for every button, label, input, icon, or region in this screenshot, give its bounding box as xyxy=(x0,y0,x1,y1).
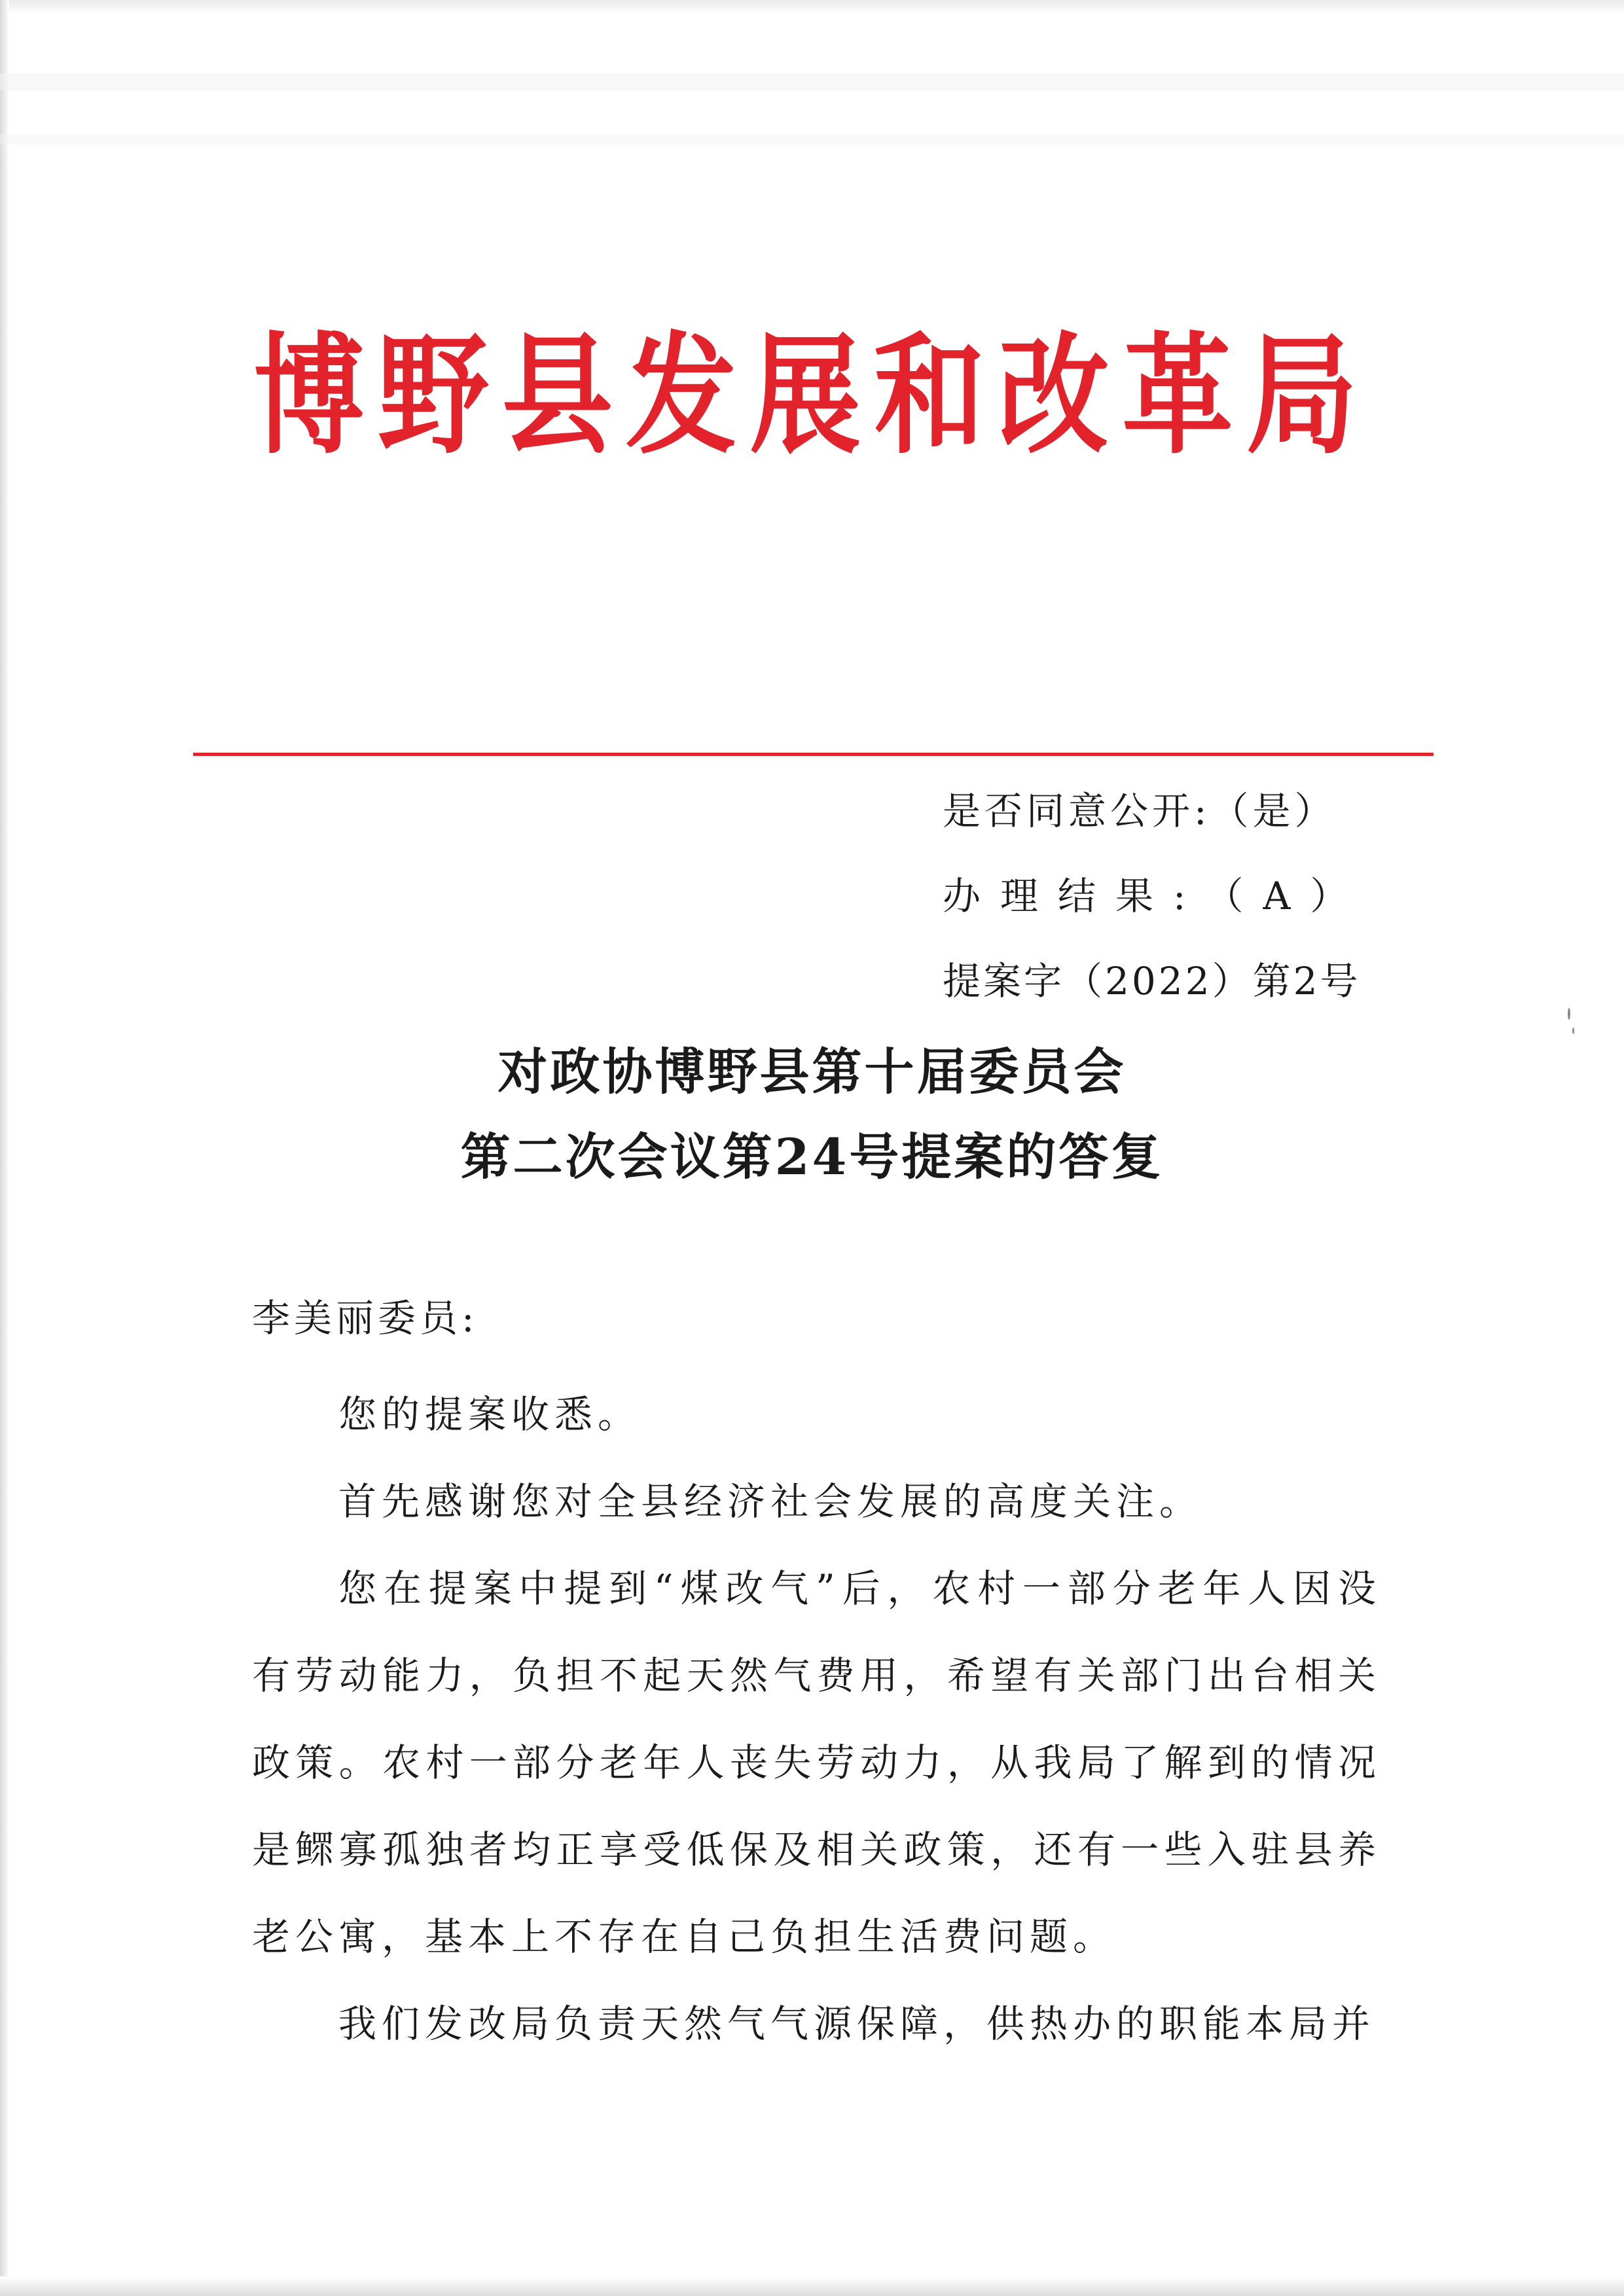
body-text xyxy=(252,1371,1381,2068)
body-paragraph: 我们发改局负责天然气气源保障，供热办的职能本局并 xyxy=(338,2001,1376,2046)
letterhead-org-name: 博野县发展和改革局 xyxy=(253,319,1371,472)
body-paragraph: 首先感谢您对全县经济社会发展的高度关注。 xyxy=(338,1479,1203,1524)
scan-bleed-band xyxy=(0,73,1624,90)
scan-speck xyxy=(1572,1028,1574,1034)
scan-edge-top xyxy=(0,0,1624,14)
body-paragraph: 您的提案收悉。 xyxy=(338,1392,641,1437)
document-title-line-2: 第二次会议第24号提案的答复 xyxy=(460,1128,1164,1186)
scan-speck xyxy=(1568,1008,1570,1020)
letterhead-red-rule xyxy=(193,753,1434,756)
salutation: 李美丽委员: xyxy=(252,1296,478,1340)
handling-result-line: 办理结果:（A） xyxy=(943,874,1368,918)
body-paragraph: 您在提案中提到“煤改气”后，农村一部分老年人因没有劳动能力，负担不起天然气费用，希望有关部门出台相关政策。农村一部分老年人丧失劳动力，从我局了解到的情况是鳏寡孤独者均正享受低保及相关政策，还有一些入驻县养老公寓，基本上不存在自己负担生活费问题。 xyxy=(252,1566,1381,1959)
scan-edge-bottom xyxy=(0,2276,1624,2296)
public-consent-line: 是否同意公开:（是） xyxy=(943,789,1337,833)
document-number-line: 提案字（2022）第2号 xyxy=(943,959,1361,1003)
document-title-line-1: 对政协博野县第十届委员会 xyxy=(497,1043,1127,1101)
scan-bleed-band xyxy=(0,134,1624,145)
